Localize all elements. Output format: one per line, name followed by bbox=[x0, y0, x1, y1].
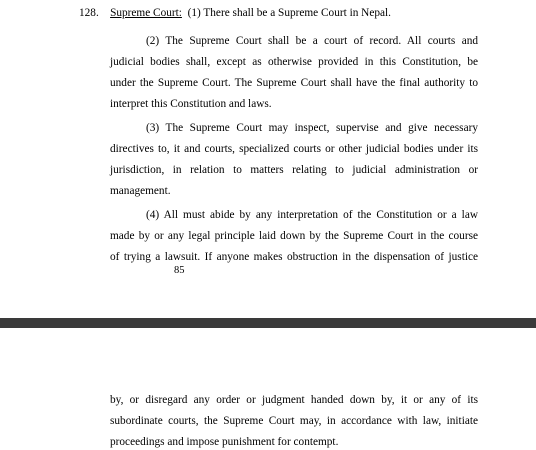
section-128-first-line bbox=[79, 6, 391, 20]
continuation-line-1: by, or disregard any order or judgment handed down by, it or any of its bbox=[110, 394, 478, 406]
clause-3-text-1: The Supreme Court may inspect, supervise and give necessary bbox=[165, 122, 479, 134]
clause-2-text-1: The Supreme Court shall be a court of record. All courts and bbox=[165, 35, 479, 47]
section-first-clause: (1) There shall be a Supreme Court in Nepal. bbox=[187, 7, 391, 19]
clause-2-line-4: interpret this Constitution and laws. bbox=[110, 98, 272, 110]
clause-4-line-3: of trying a lawsuit. If anyone makes obstruction in the dispensation of justice bbox=[110, 251, 478, 263]
clause-3-number: (3) bbox=[146, 122, 160, 134]
clause-4-number: (4) bbox=[146, 209, 160, 221]
clause-2-line-3: under the Supreme Court. The Supreme Court shall have the final authority to bbox=[110, 77, 478, 89]
clause-4-line-2: made by or any legal principle laid down by the Supreme Court in the course bbox=[110, 230, 478, 242]
clause-4-text-1: All must abide by any interpretation of the Constitution or a law bbox=[163, 209, 478, 221]
clause-3-line-2: directives to, it and courts, specialized courts or other judicial bodies under its bbox=[110, 143, 478, 155]
clause-3-line-4: management. bbox=[110, 185, 171, 197]
page-number: 85 bbox=[174, 265, 185, 276]
clause-2-line-2: judicial bodies shall, except as otherwise provided in this Constitution, be bbox=[110, 56, 478, 68]
clause-2-line-1 bbox=[146, 34, 478, 48]
clause-4-line-1 bbox=[146, 208, 478, 222]
continuation-line-3: proceedings and impose punishment for contempt. bbox=[110, 436, 339, 448]
section-heading: Supreme Court: bbox=[110, 7, 182, 19]
clause-3-line-3: jurisdiction, in relation to matters relating to judicial administration or bbox=[110, 164, 478, 176]
clause-2-number: (2) bbox=[146, 35, 160, 47]
page-separator bbox=[0, 318, 536, 328]
document-page-bottom bbox=[0, 328, 536, 450]
clause-3-line-1 bbox=[146, 121, 478, 135]
continuation-line-2: subordinate courts, the Supreme Court may, in accordance with law, initiate bbox=[110, 415, 478, 427]
section-number: 128. bbox=[79, 7, 99, 19]
